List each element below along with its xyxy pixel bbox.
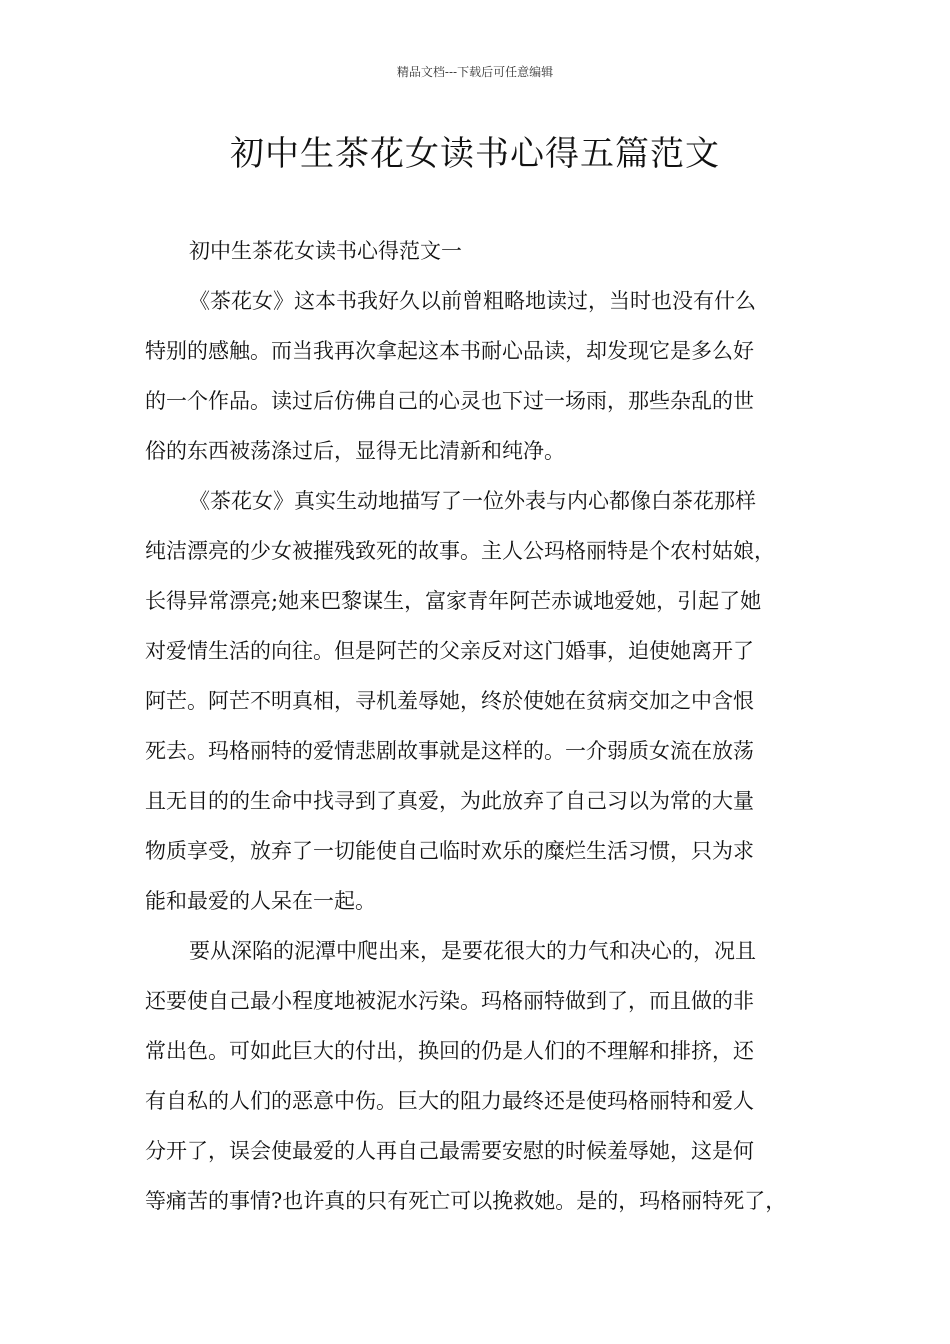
paragraph-line: 分开了，误会使最爱的人再自己最需要安慰的时候羞辱她，这是何 (145, 1139, 754, 1163)
paragraph-line: 物质享受，放弃了一切能使自己临时欢乐的糜烂生活习惯，只为求 (145, 839, 754, 863)
paragraph-line: 对爱情生活的向往。但是阿芒的父亲反对这门婚事，迫使她离开了 (145, 639, 754, 663)
paragraph-line: 《茶花女》真实生动地描写了一位外表与内心都像白茶花那样 (189, 489, 756, 513)
paragraph-line: 还要使自己最小程度地被泥水污染。玛格丽特做到了，而且做的非 (145, 989, 754, 1013)
paragraph-line: 长得异常漂亮;她来巴黎谋生，富家青年阿芒赤诚地爱她，引起了她 (145, 589, 762, 613)
paragraph-line: 等痛苦的事情?也许真的只有死亡可以挽救她。是的，玛格丽特死了， (145, 1189, 787, 1213)
paragraph-line: 纯洁漂亮的少女被摧残致死的故事。主人公玛格丽特是个农村姑娘， (145, 539, 775, 563)
section-heading: 初中生茶花女读书心得范文一 (189, 239, 462, 263)
paragraph-line: 有自私的人们的恶意中伤。巨大的阻力最终还是使玛格丽特和爱人 (145, 1089, 754, 1113)
document-body (145, 226, 827, 1226)
paragraph-line: 死去。玛格丽特的爱情悲剧故事就是这样的。一介弱质女流在放荡 (145, 739, 754, 763)
paragraph-line: 能和最爱的人呆在一起。 (145, 889, 376, 913)
paragraph-line: 《茶花女》这本书我好久以前曾粗略地读过，当时也没有什么 (189, 289, 756, 313)
paragraph-line: 常出色。可如此巨大的付出，换回的仍是人们的不理解和排挤，还 (145, 1039, 754, 1063)
page-header: 精品文档---下载后可任意编辑 (396, 65, 554, 79)
paragraph-line: 要从深陷的泥潭中爬出来，是要花很大的力气和决心的，况且 (189, 939, 756, 963)
paragraph-line: 且无目的的生命中找寻到了真爱，为此放弃了自己习以为常的大量 (145, 789, 754, 813)
document-title: 初中生茶花女读书心得五篇范文 (230, 134, 720, 174)
paragraph-line: 特别的感触。而当我再次拿起这本书耐心品读，却发现它是多么好 (145, 339, 754, 363)
paragraph-line: 俗的东西被荡涤过后，显得无比清新和纯净。 (145, 439, 565, 463)
paragraph-line: 阿芒。阿芒不明真相，寻机羞辱她，终於使她在贫病交加之中含恨 (145, 689, 754, 713)
paragraph-line: 的一个作品。读过后仿佛自己的心灵也下过一场雨，那些杂乱的世 (145, 389, 754, 413)
